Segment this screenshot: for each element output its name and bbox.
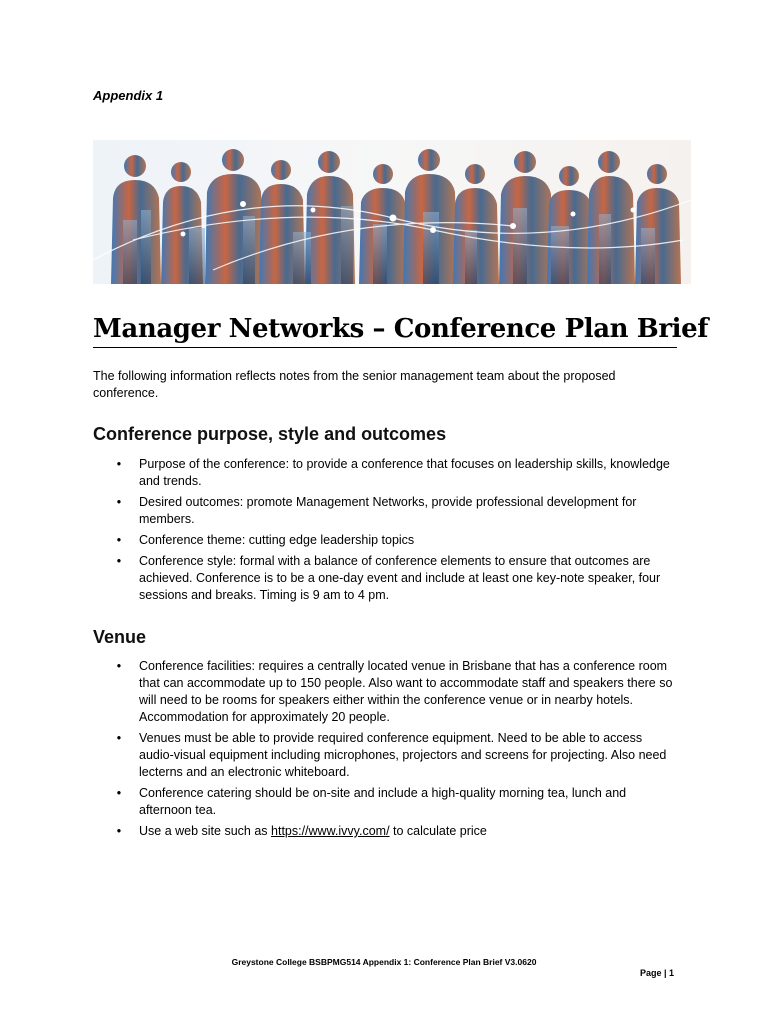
list-item: • Conference catering should be on-site and include a high-quality morning tea, lunch and afternoon tea.: [113, 785, 678, 819]
list-item: • Use a web site such as https://www.ivvy.com/ to calculate price: [113, 823, 678, 840]
ivvy-link[interactable]: https://www.ivvy.com/: [271, 824, 390, 838]
list-item: • Conference facilities: requires a centrally located venue in Brisbane that has a conference room that can accommodate up to 150 people. Also want to accommodate staff and speakers there so will need to be rooms for speakers either within the conference venue or in nearby hotels. Accommodation for approximately 20 people.: [113, 658, 678, 726]
list-item: • Purpose of the conference: to provide a conference that focuses on leadership skills, knowledge and trends.: [113, 456, 678, 490]
bullet-icon: •: [116, 786, 122, 800]
page-number: Page | 1: [640, 968, 675, 978]
purpose-list: [113, 456, 678, 608]
list-item: • Desired outcomes: promote Management Networks, provide professional development for members.: [113, 494, 678, 528]
appendix-label: Appendix 1: [93, 88, 164, 103]
bullet-icon: •: [116, 533, 122, 547]
bullet-icon: •: [116, 824, 122, 838]
bullet-icon: •: [116, 554, 122, 568]
bullet-icon: •: [116, 659, 122, 673]
hero-image: [93, 140, 691, 284]
list-item: • Conference style: formal with a balance of conference elements to ensure that outcomes are achieved. Conference is to be a one-day event and include at least one key-note speaker, four sessions and breaks. Timing is 9 am to 4 pm.: [113, 553, 678, 604]
venue-list: [113, 658, 678, 844]
footer-text: Greystone College BSBPMG514 Appendix 1: Conference Plan Brief V3.0620: [231, 957, 537, 967]
section-heading-purpose: Conference purpose, style and outcomes: [93, 424, 447, 444]
section-heading-venue: Venue: [93, 627, 147, 647]
intro-paragraph: The following information reflects notes from the senior management team about the proposed conference.: [93, 369, 616, 400]
bullet-icon: •: [116, 495, 122, 509]
list-item: • Venues must be able to provide required conference equipment. Need to be able to access audio-visual equipment including microphones, projectors and screens for projecting. Also need lecterns and an electronic whiteboard.: [113, 730, 678, 781]
bullet-icon: •: [116, 731, 122, 745]
bullet-icon: •: [116, 457, 122, 471]
list-item: • Conference theme: cutting edge leadership topics: [113, 532, 678, 549]
business-people-network-icon: [93, 140, 691, 284]
page-title: Manager Networks – Conference Plan Brief: [93, 314, 677, 348]
